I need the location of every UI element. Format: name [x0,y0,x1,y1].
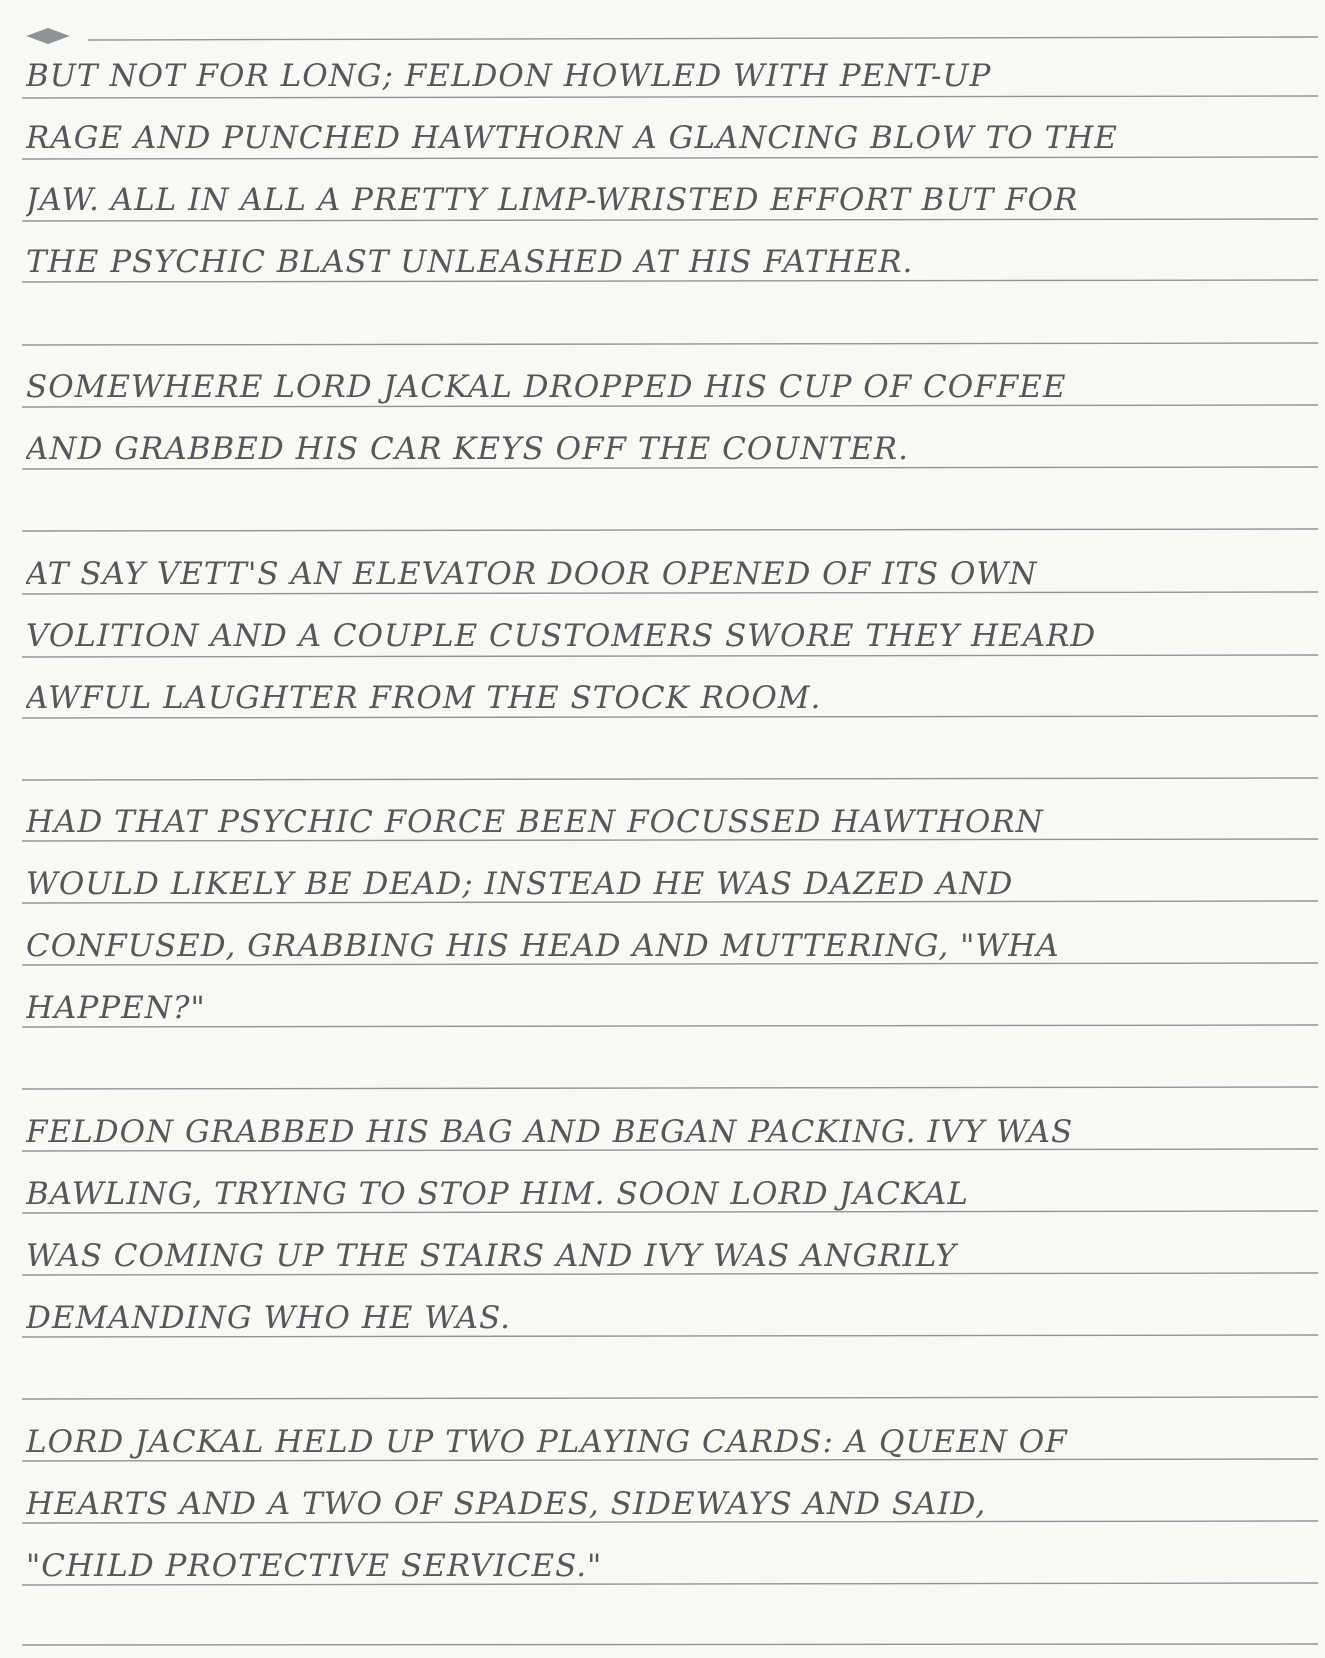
text-line: HEARTS AND A TWO OF SPADES, SIDEWAYS AND SAID, [26,1486,987,1522]
text-line: VOLITION AND A COUPLE CUSTOMERS SWORE THEY HEARD [26,618,1097,654]
text-line: AND GRABBED HIS CAR KEYS OFF THE COUNTER. [26,431,909,467]
diamond-marker-icon [24,26,72,46]
text-line: LORD JACKAL HELD UP TWO PLAYING CARDS: A QUEEN OF [26,1424,1068,1460]
text-line: FELDON GRABBED HIS BAG AND BEGAN PACKING. IVY WAS [26,1114,1074,1150]
text-line: HAD THAT PSYCHIC FORCE BEEN FOCUSSED HAWTHORN [26,804,1044,840]
text-line: SOMEWHERE LORD JACKAL DROPPED HIS CUP OF COFFEE [26,369,1067,405]
text-line: HAPPEN?" [26,990,206,1026]
text-line: JAW. ALL IN ALL A PRETTY LIMP-WRISTED EFFORT BUT FOR [26,182,1079,218]
text-line: WAS COMING UP THE STAIRS AND IVY WAS ANGRILY [26,1238,957,1274]
text-line: BUT NOT FOR LONG; FELDON HOWLED WITH PENT-UP [26,58,992,94]
text-line: THE PSYCHIC BLAST UNLEASHED AT HIS FATHER. [26,244,914,280]
text-line: DEMANDING WHO HE WAS. [26,1300,511,1336]
text-line: WOULD LIKELY BE DEAD; INSTEAD HE WAS DAZED AND [26,866,1014,902]
text-line: RAGE AND PUNCHED HAWTHORN A GLANCING BLOW TO THE [26,120,1118,156]
text-line: "CHILD PROTECTIVE SERVICES." [26,1548,603,1584]
text-line: BAWLING, TRYING TO STOP HIM. SOON LORD JACKAL [26,1176,969,1212]
text-line: AWFUL LAUGHTER FROM THE STOCK ROOM. [26,680,822,716]
text-line: CONFUSED, GRABBING HIS HEAD AND MUTTERING, "WHA [26,928,1060,964]
text-line: AT SAY VETT'S AN ELEVATOR DOOR OPENED OF ITS OWN [26,556,1038,592]
